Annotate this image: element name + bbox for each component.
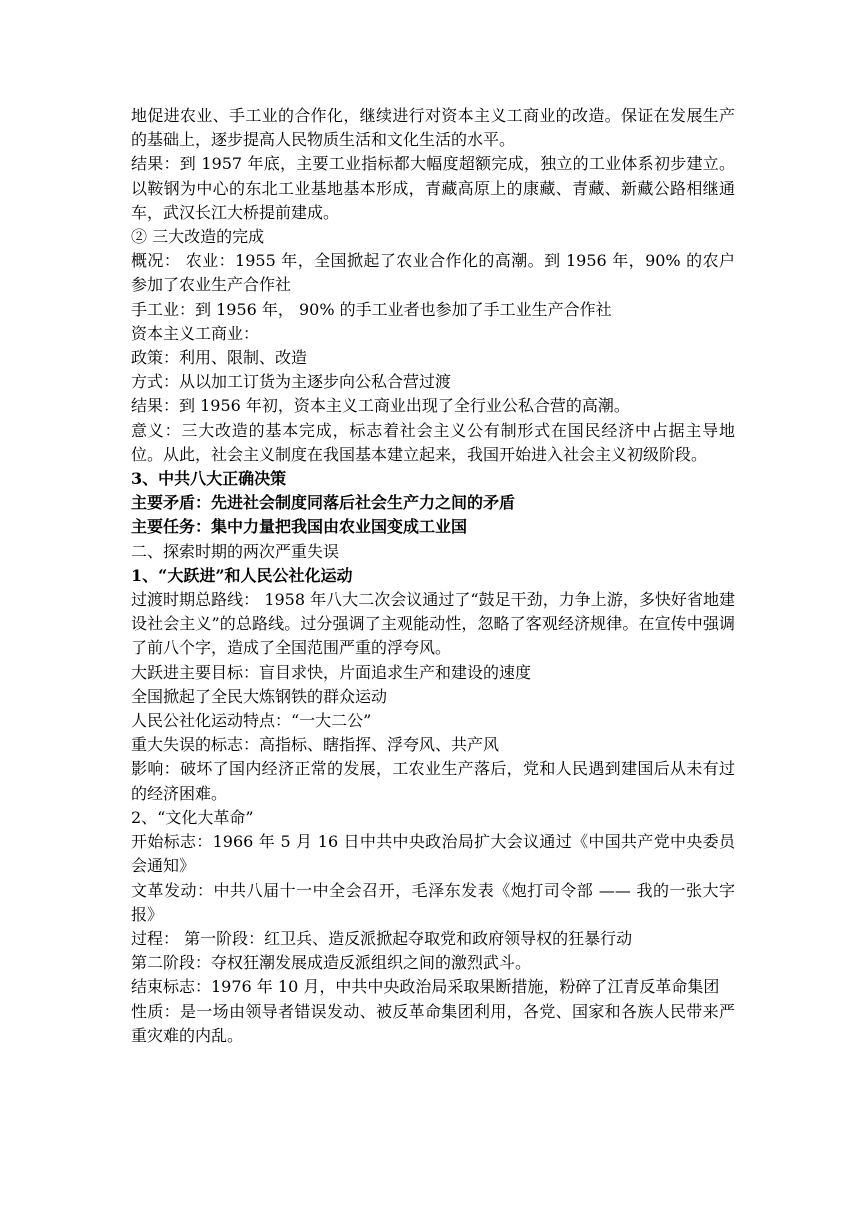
paragraph-nature: 性质：是一场由领导者错误发动、被反革命集团利用，各党、国家和各族人民带来严重灾难的内乱。 [131,1001,735,1045]
paragraph-capitalist-industry: 资本主义工商业： [131,323,260,343]
paragraph-five-year-plan-result: 结果：到 1957 年底，主要工业指标都大幅度超额完成，独立的工业体系初步建立。以鞍钢为中心的东北工业基地基本形成，青藏高原上的康藏、青藏、新藏公路相继通车，武汉长江大桥提前建成。 [131,154,735,222]
paragraph-start-sign: 开始标志：1966 年 5 月 16 日中共中央政治局扩大会议通过《中国共产党中央委员会通知》 [131,832,735,876]
paragraph-mistake-signs: 重大失误的标志：高指标、瞎指挥、浮夸风、共产风 [131,735,500,755]
paragraph-commune-feature: 人民公社化运动特点：“一大二公” [131,711,372,731]
paragraph-overview-agriculture: 概况： 农业：1955 年，全国掀起了农业合作化的高潮。到 1956 年，90% 的农户参加了农业生产合作社 [131,251,735,295]
paragraph-method: 方式：从以加工订货为主逐步向公私合营过渡 [131,372,452,392]
paragraph-launch: 文革发动：中共八届十一中全会召开，毛泽东发表《炮打司令部 —— 我的一张大字报》 [131,880,735,924]
heading-cultural-revolution: 2、“文化大革命” [131,807,254,827]
paragraph-main-task: 主要任务：集中力量把我国由农业国变成工业国 [131,517,468,537]
paragraph-steel-campaign: 全国掀起了全民大炼钢铁的群众运动 [131,686,388,706]
paragraph-reform-result: 结果：到 1956 年初，资本主义工商业出现了全行业公私合营的高潮。 [131,396,630,416]
paragraph-great-leap-goal: 大跃进主要目标：盲目求快，片面追求生产和建设的速度 [131,662,532,682]
paragraph-policy: 政策：利用、限制、改造 [131,348,308,368]
document-page [131,104,735,1048]
paragraph-process-stage-one: 过程： 第一阶段：红卫兵、造反派掀起夺取党和政府领导权的狂暴行动 [131,928,633,948]
subheading-three-reforms: ② 三大改造的完成 [131,227,265,247]
section-heading-mistakes: 二、探索时期的两次严重失误 [131,541,340,561]
paragraph-process-stage-two: 第二阶段：夺权狂潮发展成造反派组织之间的激烈武斗。 [131,953,532,973]
paragraph-end-sign: 结束标志：1976 年 10 月，中共中央政治局采取果断措施，粉碎了江青反革命集团 [131,977,720,997]
heading-eighth-congress: 3、中共八大正确决策 [131,469,287,489]
paragraph-main-contradiction: 主要矛盾：先进社会制度同落后社会生产力之间的矛盾 [131,493,516,513]
paragraph-handicraft: 手工业：到 1956 年， 90% 的手工业者也参加了手工业生产合作社 [131,299,612,319]
paragraph-impact: 影响：破坏了国内经济正常的发展，工农业生产落后，党和人民遇到建国后从未有过的经济困难。 [131,759,735,803]
paragraph-reform-goal: 地促进农业、手工业的合作化，继续进行对资本主义工商业的改造。保证在发展生产的基础上，逐步提高人民物质生活和文化生活的水平。 [131,106,735,150]
paragraph-general-line: 过渡时期总路线： 1958 年八大二次会议通过了“鼓足干劲，力争上游，多快好省地建设社会主义”的总路线。过分强调了主观能动性，忽略了客观经济规律。在宣传中强调了前八个字，造成了全国范围严重的浮夸风。 [131,590,735,658]
paragraph-significance: 意义：三大改造的基本完成，标志着社会主义公有制形式在国民经济中占据主导地位。从此，社会主义制度在我国基本建立起来，我国开始进入社会主义初级阶段。 [131,420,735,464]
heading-great-leap: 1、“大跃进”和人民公社化运动 [131,565,353,585]
